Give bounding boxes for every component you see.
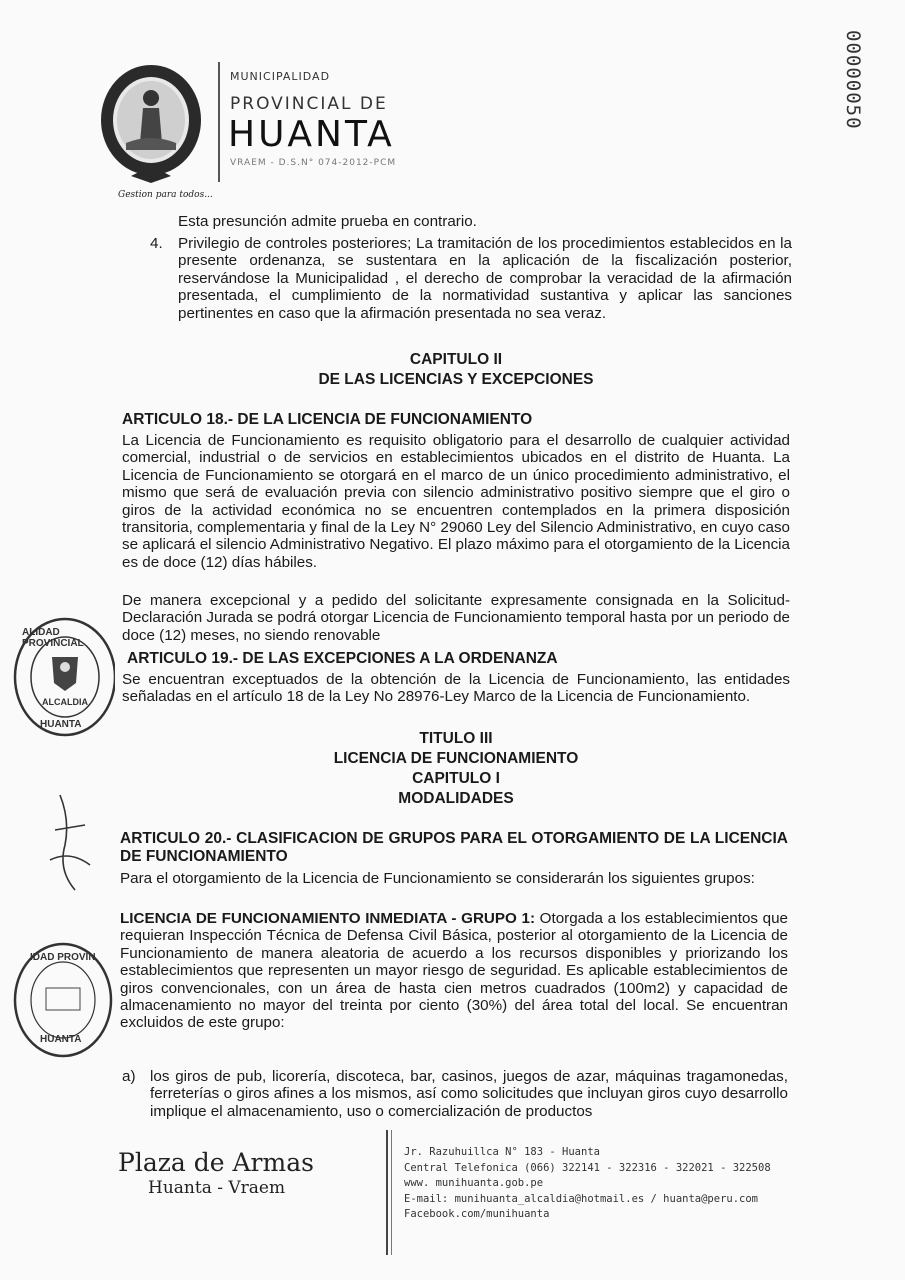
footer-divider bbox=[386, 1130, 388, 1255]
grupo1-lead: LICENCIA DE FUNCIONAMIENTO INMEDIATA - GRUPO 1: bbox=[120, 910, 535, 927]
stamp2-bottom-text: HUANTA bbox=[40, 1034, 82, 1045]
list-number-4: 4. bbox=[150, 235, 163, 252]
header-line4: VRAEM - D.S.N° 074-2012-PCM bbox=[230, 158, 397, 168]
municipal-seal-stamp bbox=[10, 615, 115, 740]
footer-divider-2 bbox=[391, 1130, 392, 1255]
seal-middle-text: ALCALDIA bbox=[42, 697, 88, 707]
footer-place-line1: Plaza de Armas bbox=[118, 1148, 314, 1177]
municipal-secretary-stamp bbox=[10, 940, 115, 1060]
titulo3-subtitle: LICENCIA DE FUNCIONAMIENTO bbox=[333, 750, 579, 767]
article-18-title: ARTICULO 18.- DE LA LICENCIA DE FUNCIONAMIENTO bbox=[122, 411, 533, 428]
header-line1: MUNICIPALIDAD bbox=[230, 70, 331, 83]
article-20-paragraph: Para el otorgamiento de la Licencia de Funcionamiento se considerarán los siguientes grupos: bbox=[120, 870, 755, 887]
article-20-title: ARTICULO 20.- CLASIFICACION DE GRUPOS PARA EL OTORGAMIENTO DE LA LICENCIA DE FUNCIONAMIENTO bbox=[120, 830, 788, 865]
document-number: 00000050 bbox=[842, 30, 864, 130]
capitulo2-title: CAPITULO II bbox=[409, 351, 503, 368]
footer-email: E-mail: munihuanta_alcaldia@hotmail.es / huanta@peru.com bbox=[404, 1192, 759, 1205]
capitulo2-subtitle: DE LAS LICENCIAS Y EXCEPCIONES bbox=[318, 371, 594, 388]
paragraph-presuncion: Esta presunción admite prueba en contrario. bbox=[178, 213, 477, 230]
stamp2-top-text: IDAD PROVIN bbox=[30, 952, 96, 963]
titulo3: TITULO III bbox=[419, 730, 493, 747]
article-18-paragraph2: De manera excepcional y a pedido del solicitante expresamente consignada en la Solicitud-Declaración Jurada se podrá otorgar Licencia de Funcionamiento temporal hasta por un periodo de doce (12) meses, no siendo renovable bbox=[122, 592, 790, 644]
grupo1-paragraph bbox=[120, 910, 788, 1032]
footer-place-line2: Huanta - Vraem bbox=[148, 1178, 286, 1198]
article-18-paragraph1: La Licencia de Funcionamiento es requisito obligatorio para el desarrollo de cualquier actividad comercial, industrial o de servicios en establecimientos ubicados en el distrito de Huanta. La Licencia de Funcionamiento se otorgará en el marco de un único procedimiento administrativo, el mismo que será de evaluación previa con silencio administrativo positivo siempre que el giro o giros de la actividad económica no se encuentren contemplados en la primera disposición transitoria, complementaria y final de la Ley N° 29060 Ley del Silencio Administrativo, en cuyo caso se aplicará el silencio Administrativo Negativo. El plazo máximo para el otorgamiento de la Licencia es de doce (12) días hábiles. bbox=[122, 432, 790, 571]
header-divider bbox=[218, 62, 220, 182]
footer-phone: Central Telefonica (066) 322141 - 322316 - 322021 - 322508 bbox=[404, 1161, 771, 1174]
footer-web: www. munihuanta.gob.pe bbox=[404, 1177, 544, 1189]
header-motto: Gestion para todos... bbox=[118, 190, 213, 200]
paragraph-privilegio: Privilegio de controles posteriores; La tramitación de los procedimientos establecidos en la presente ordenanza, se sustentara en la aplicación de la fiscalización posterior, reservándose la Municipalidad , el derecho de comprobar la veracidad de la afirmación presentada, el cumplimiento de la normatividad sustantiva y aplicar las sanciones pertinentes en caso que la afirmación presentada no sea veraz. bbox=[178, 235, 792, 322]
footer-contact bbox=[404, 1145, 804, 1223]
modalidades-title: MODALIDADES bbox=[398, 790, 514, 807]
item-a-text: los giros de pub, licorería, discoteca, bar, casinos, juegos de azar, máquinas tragamonedas, ferreterías o giros afines a los mismos, así como solicitudes que incluyan giros cuyo desarrollo implique el almacenamiento, uso o comercialización de productos bbox=[150, 1068, 788, 1120]
header-line2: PROVINCIAL DE bbox=[230, 94, 388, 114]
article-19-title: ARTICULO 19.- DE LAS EXCEPCIONES A LA ORDENANZA bbox=[127, 650, 558, 667]
seal-bottom-text: HUANTA bbox=[40, 719, 82, 730]
grupo1-text: Otorgada a los establecimientos que requieran Inspección Técnica de Defensa Civil Básica, posterior al otorgamiento de la Licencia de Funcionamiento de manera aleatoria de acuerdo a los recursos disponibles y priorizando los establecimientos que representen un mayor riesgo de seguridad. Es aplicable establecimientos de giros convencionales, con un área de hasta cien metros cuadrados (100m2) y capacidad de almacenamiento no mayor del treinta por ciento (30%) del área total del local. Se encuentran excluidos de este grupo: bbox=[120, 910, 788, 1032]
item-a-label: a) bbox=[122, 1068, 136, 1085]
handwritten-signature bbox=[30, 790, 110, 900]
footer-facebook: Facebook.com/munihuanta bbox=[404, 1208, 550, 1220]
municipal-emblem bbox=[96, 58, 206, 188]
seal-top-text: ALIDAD PROVINCIAL bbox=[22, 627, 84, 649]
footer-address: Jr. Razuhuillca N° 183 - Huanta bbox=[404, 1146, 600, 1158]
capitulo1-title: CAPITULO I bbox=[412, 770, 500, 787]
article-19-paragraph: Se encuentran exceptuados de la obtención de la Licencia de Funcionamiento, las entidades señaladas en el artículo 18 de la Ley No 28976-Ley Marco de la Licencia de Funcionamiento. bbox=[122, 671, 790, 706]
header-line3: HUANTA bbox=[228, 114, 395, 155]
